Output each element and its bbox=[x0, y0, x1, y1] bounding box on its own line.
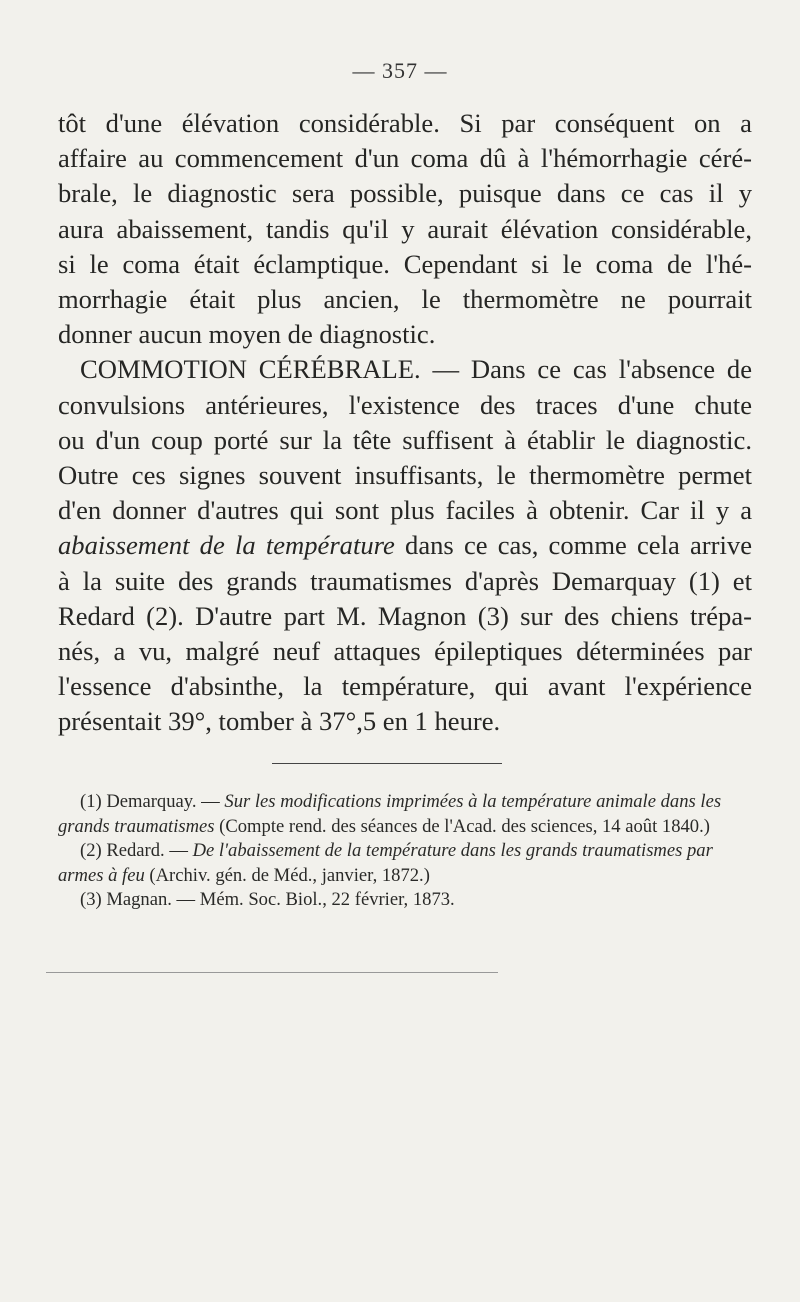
text-line: aura abaissement, tandis qu'il y aurait élévation considérable, bbox=[58, 213, 752, 244]
footnote-line bbox=[58, 864, 752, 889]
text-line: convulsions antérieures, l'existence des traces d'une chute bbox=[58, 389, 752, 420]
text-line: Redard (2). D'autre part M. Magnon (3) sur des chiens trépa- bbox=[58, 600, 752, 631]
footnote-ref: (1) Demarquay. — bbox=[80, 791, 225, 812]
text-line: tôt d'une élévation considérable. Si par conséquent on a bbox=[58, 108, 752, 138]
footnote-ref: (2) Redard. — bbox=[80, 840, 193, 861]
footnote-title: grands traumatismes bbox=[58, 815, 215, 837]
text-line: affaire au commencement d'un coma dû à l'hémorrhagie céré- bbox=[58, 143, 752, 174]
text-line: si le coma était éclamptique. Cependant si le coma de l'hé- bbox=[58, 248, 752, 279]
footnote-line bbox=[58, 815, 752, 840]
text-line: Outre ces signes souvent insuffisants, le thermomètre permet bbox=[58, 460, 752, 491]
text-run: dans ce cas, comme cela arrive bbox=[394, 530, 752, 561]
page-number: — 357 — bbox=[352, 58, 448, 83]
footnote bbox=[58, 839, 752, 888]
body-text bbox=[58, 106, 752, 740]
text-line: morrhagie était plus ancien, le thermomètre ne pourrait bbox=[58, 284, 752, 315]
text-line: à la suite des grands traumatismes d'après Demarquay (1) et bbox=[58, 565, 752, 596]
footnote-line bbox=[58, 790, 752, 815]
footnote-source: (Archiv. gén. de Méd., janvier, 1872.) bbox=[144, 864, 430, 886]
bottom-rule bbox=[46, 972, 498, 973]
footnotes bbox=[58, 790, 752, 913]
text-line: présentait 39°, tomber à 37°,5 en 1 heure. bbox=[58, 706, 501, 737]
text-line: donner aucun moyen de diagnostic. bbox=[58, 319, 436, 350]
text-line: ou d'un coup porté sur la tête suffisent à établir le diagnostic. bbox=[58, 424, 752, 455]
footnote bbox=[58, 888, 752, 913]
footnote-line bbox=[58, 839, 752, 864]
footnote-title: armes à feu bbox=[58, 864, 145, 886]
text-line: d'en donner d'autres qui sont plus faciles à obtenir. Car il y a bbox=[58, 495, 752, 526]
footnote-title: De l'abaissement de la température dans les grands traumatismes par bbox=[192, 840, 713, 861]
footnote-separator bbox=[272, 763, 502, 764]
text-line: nés, a vu, malgré neuf attaques épileptiques déterminées par bbox=[58, 636, 752, 667]
footnote bbox=[58, 790, 752, 839]
emphasis-text: abaissement de la température bbox=[58, 530, 395, 561]
text-line: l'essence d'absinthe, la température, qui avant l'expérience bbox=[58, 671, 752, 702]
footnote-source: (Compte rend. des séances de l'Acad. des sciences, 14 août 1840.) bbox=[214, 815, 710, 837]
footnote-title: Sur les modifications imprimées à la température animale dans les bbox=[224, 791, 722, 812]
text-line: brale, le diagnostic sera possible, puisque dans ce cas il y bbox=[58, 178, 752, 209]
section-heading-line: COMMOTION CÉRÉBRALE. — Dans ce cas l'absence de bbox=[80, 354, 752, 385]
footnote-line: (3) Magnan. — Mém. Soc. Biol., 22 février, 1873. bbox=[80, 889, 455, 910]
text-line bbox=[58, 528, 752, 563]
